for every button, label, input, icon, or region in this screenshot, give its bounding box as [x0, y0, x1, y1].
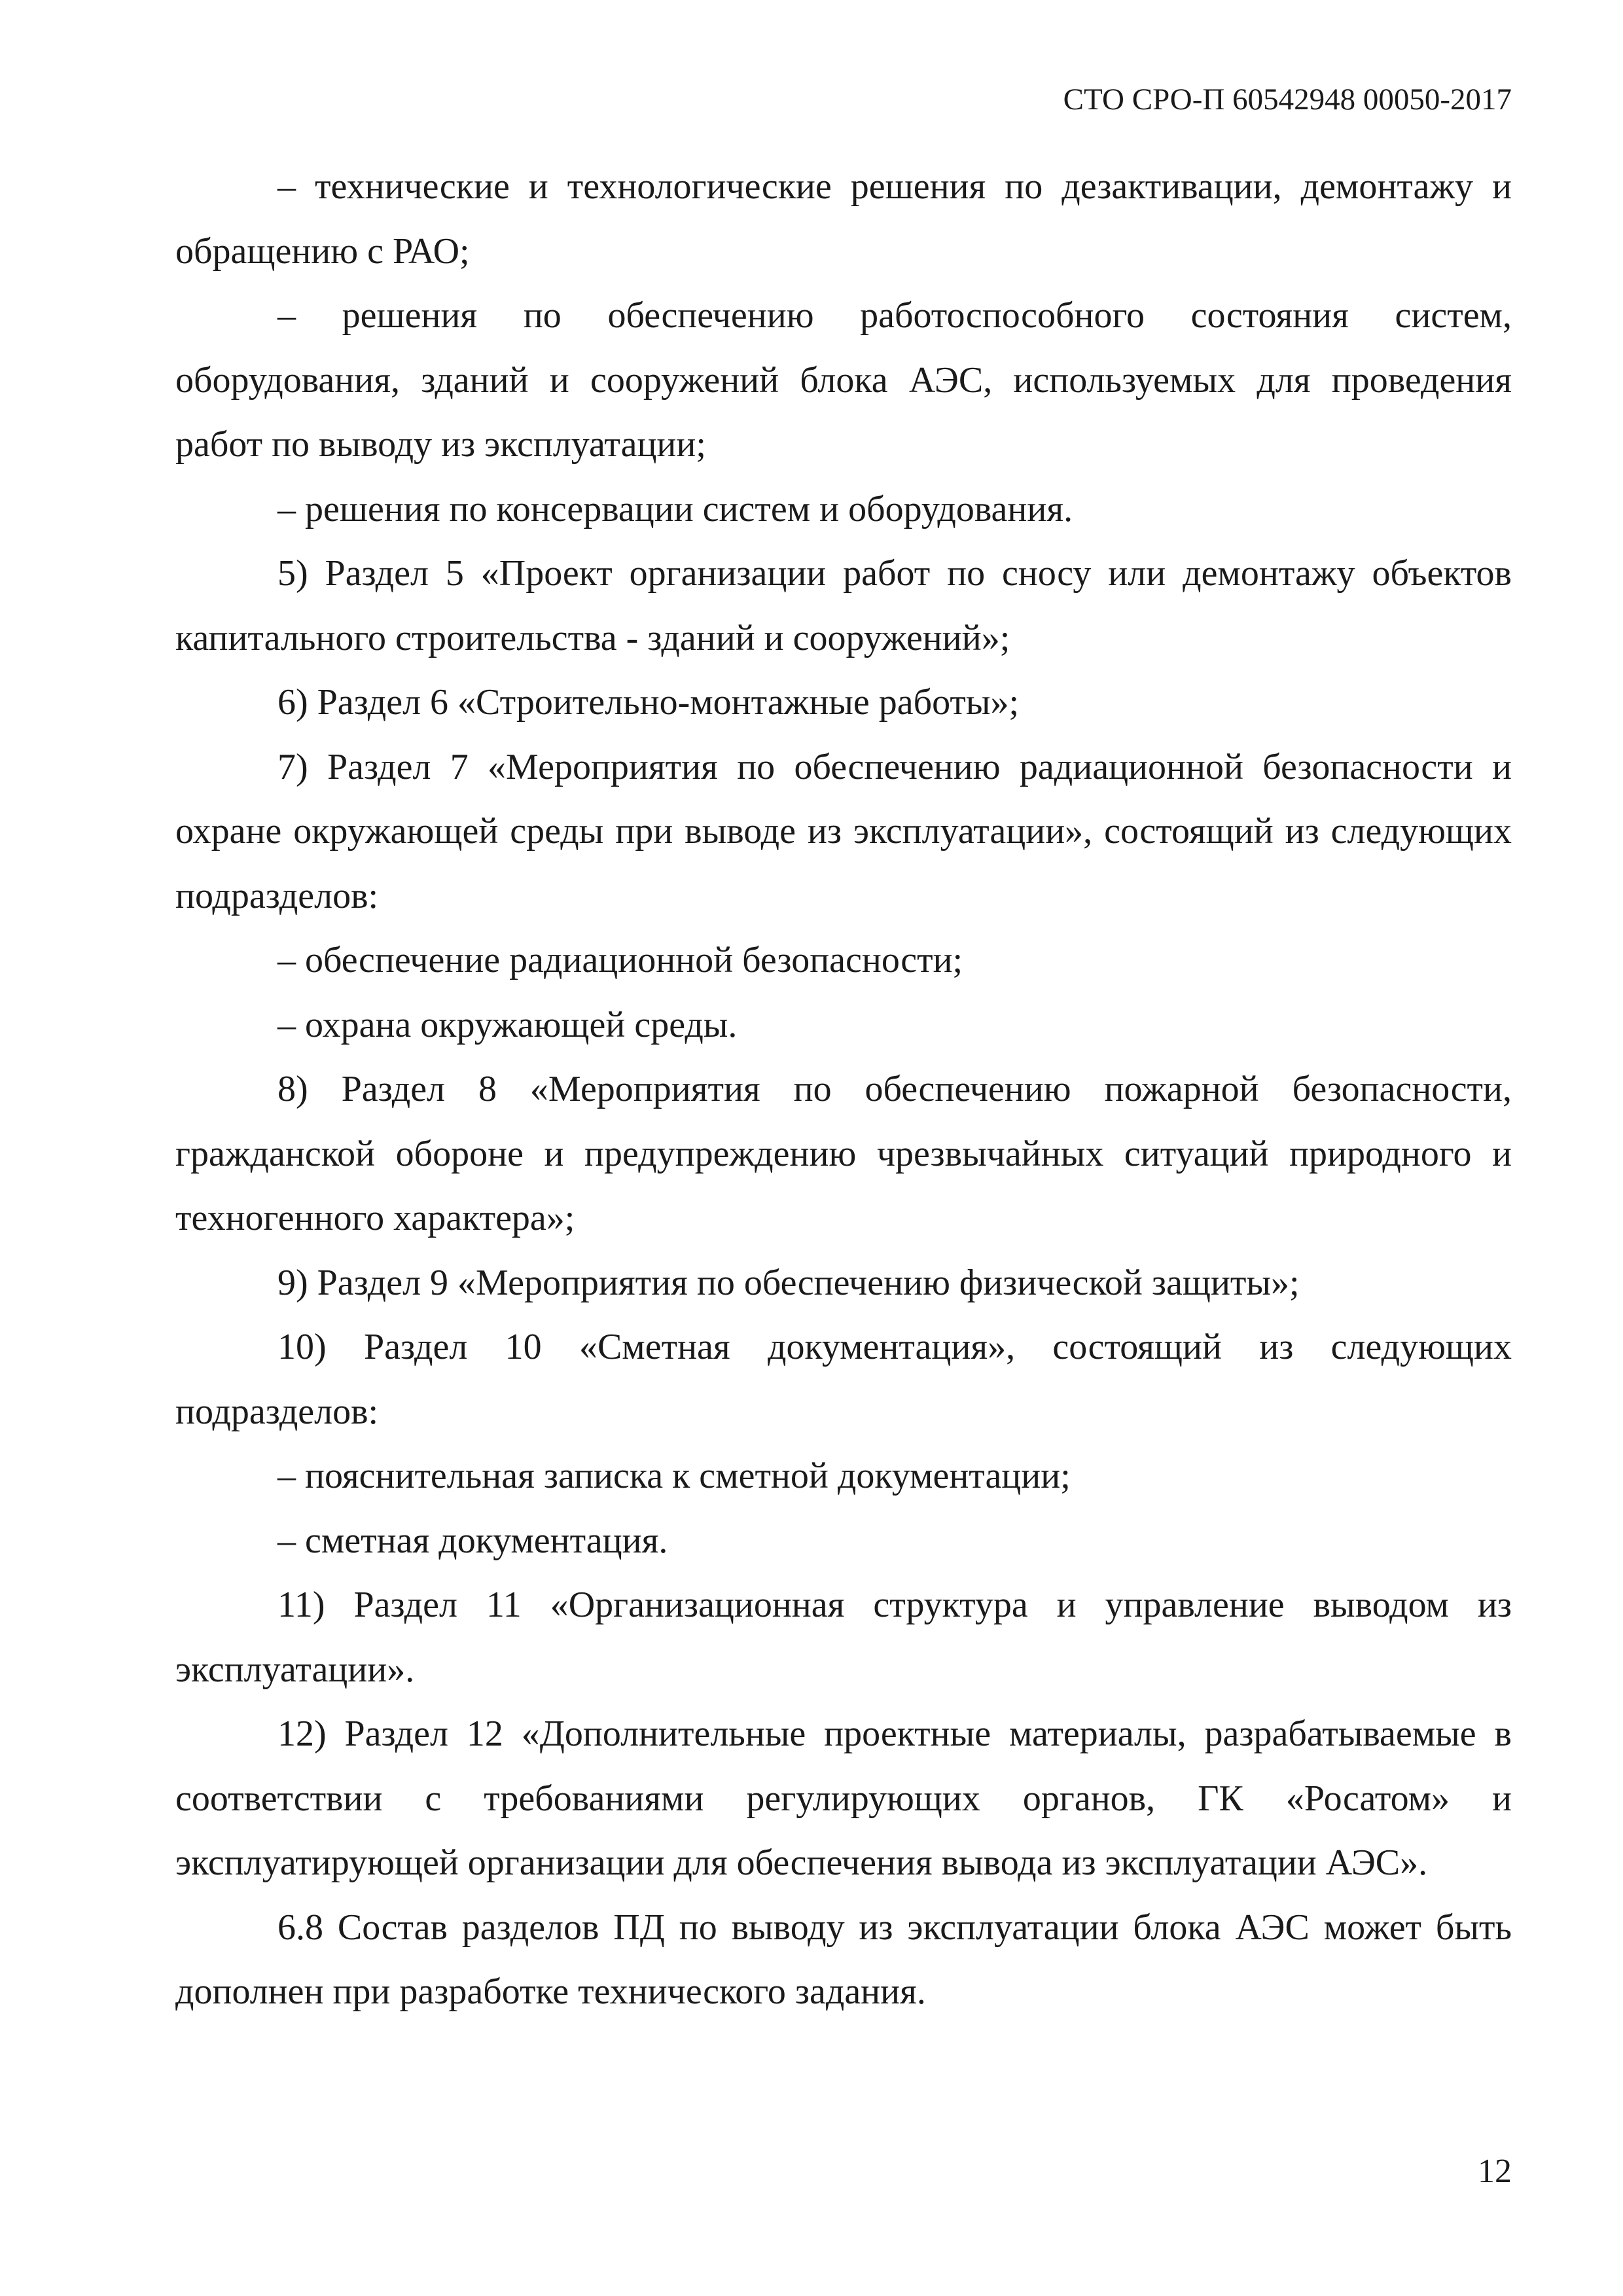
paragraph-section-7: 7) Раздел 7 «Мероприятия по обеспечению радиационной безопасности и охране окружающей среды при выводе из эксплуатации», состоящий из следующих подразделов: [175, 746, 1512, 916]
paragraph-radiation-safety: – обеспечение радиационной безопасности; [277, 940, 963, 980]
document-body [175, 154, 1512, 2024]
paragraph-environmental-protection: – охрана окружающей среды. [277, 1004, 738, 1045]
paragraph-section-12: 12) Раздел 12 «Дополнительные проектные материалы, разрабатываемые в соответствии с требованиями регулирующих органов, ГК «Росатом» и эксплуатирующей организации для обеспечения вывода из эксплуатации АЭС». [175, 1713, 1512, 1883]
paragraph-decontamination-solutions: – технические и технологические решения по дезактивации, демонтажу и обращению с РАО; [175, 166, 1512, 272]
paragraph-cost-documentation: – сметная документация. [277, 1520, 668, 1561]
paragraph-clause-6-8: 6.8 Состав разделов ПД по выводу из эксплуатации блока АЭС может быть дополнен при разработке технического задания. [175, 1907, 1512, 2012]
document-code-header: СТО СРО-П 60542948 00050-2017 [1063, 82, 1512, 117]
paragraph-conservation-solutions: – решения по консервации систем и оборудования. [277, 488, 1073, 529]
page-number: 12 [1478, 2153, 1512, 2190]
paragraph-section-11: 11) Раздел 11 «Организационная структура и управление выводом из эксплуатации». [175, 1585, 1512, 1690]
paragraph-cost-explanatory-note: – пояснительная записка к сметной документации; [277, 1456, 1071, 1496]
paragraph-section-9: 9) Раздел 9 «Мероприятия по обеспечению физической защиты»; [277, 1262, 1300, 1303]
paragraph-section-6: 6) Раздел 6 «Строительно-монтажные работы»; [277, 682, 1020, 723]
paragraph-operability-solutions: – решения по обеспечению работоспособного состояния систем, оборудования, зданий и сооружений блока АЭС, используемых для проведения работ по выводу из эксплуатации; [175, 295, 1512, 465]
paragraph-section-10: 10) Раздел 10 «Сметная документация», состоящий из следующих подразделов: [175, 1327, 1512, 1432]
paragraph-section-8: 8) Раздел 8 «Мероприятия по обеспечению пожарной безопасности, гражданской обороне и предупреждению чрезвычайных ситуаций природного и техногенного характера»; [175, 1069, 1512, 1238]
paragraph-section-5: 5) Раздел 5 «Проект организации работ по сносу или демонтажу объектов капитального строительства - зданий и сооружений»; [175, 553, 1512, 658]
